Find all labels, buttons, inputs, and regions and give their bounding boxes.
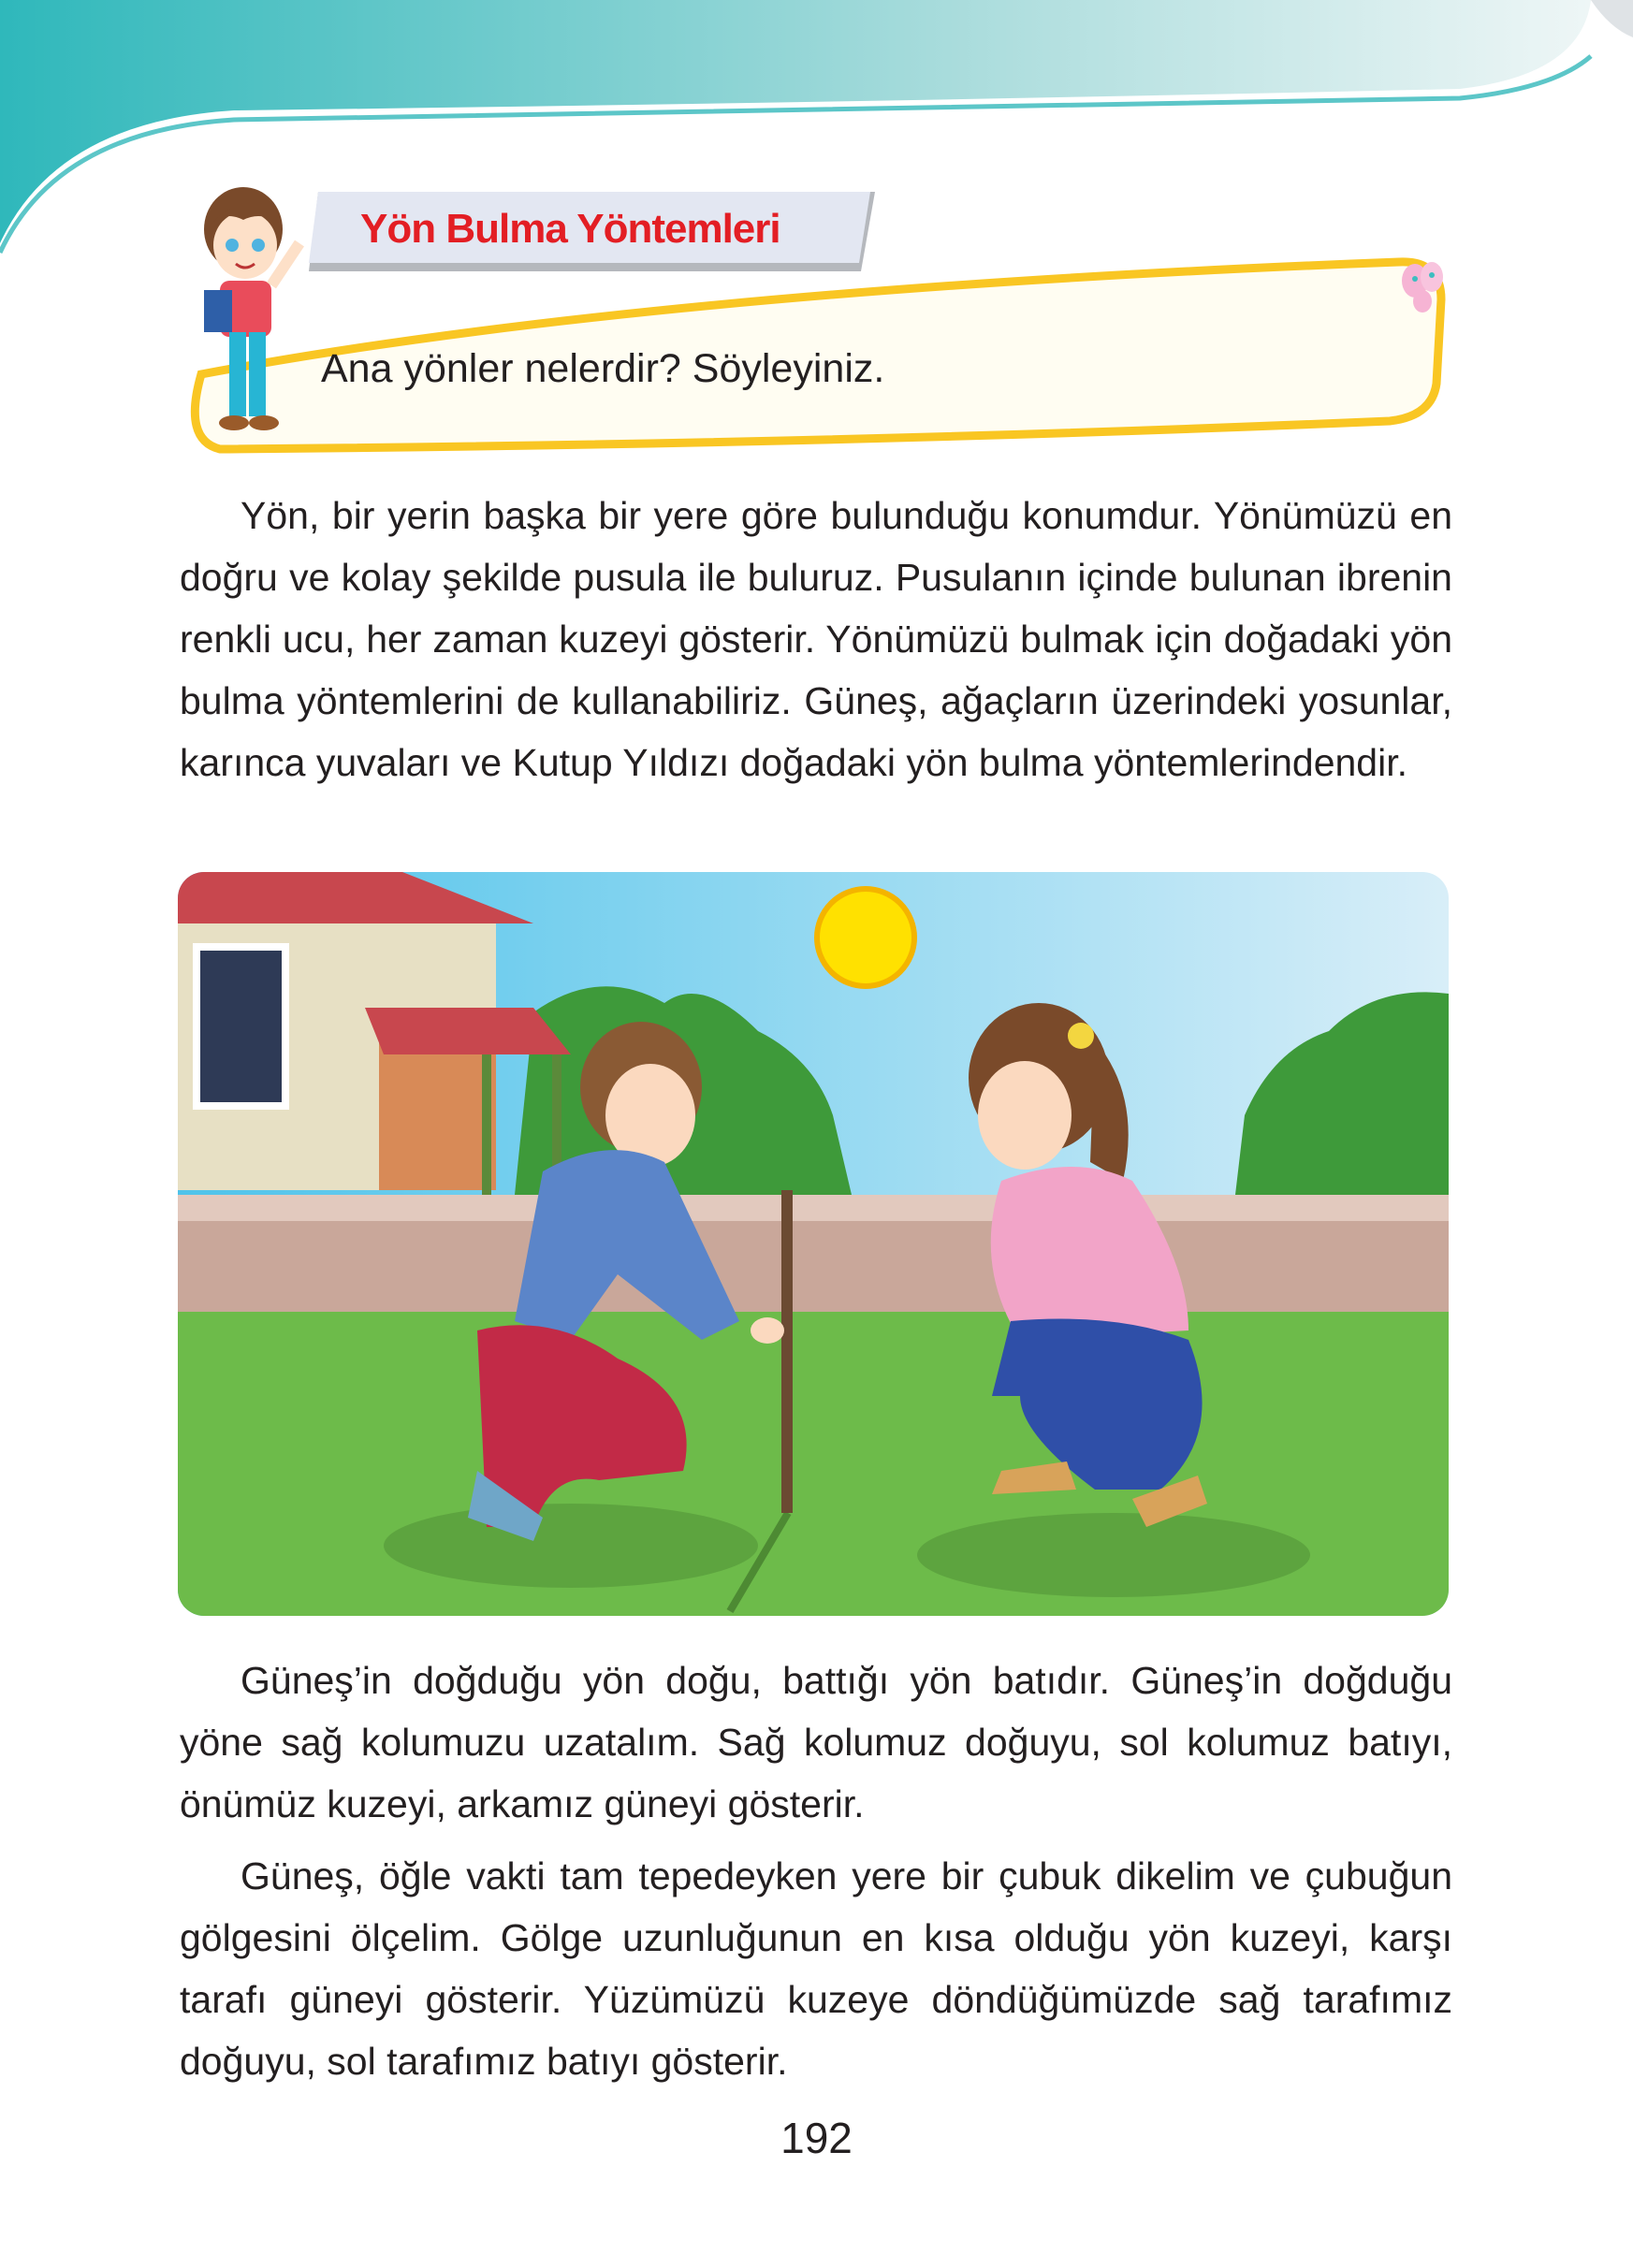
paragraph-3: Güneş, öğle vakti tam tepedeyken yere bir çubuk dikelim ve çubuğun gölgesini ölçelim. Gölge uzunluğunun en kısa olduğu yön kuzeyi, karşı tarafı güneyi gösterir. Yüzümüzü kuzeye döndüğümüzde sağ tarafımız doğuyu, sol tarafımız batıyı gösterir. [180, 1854, 1452, 2083]
stick [781, 1190, 793, 1513]
paragraph-1: Yön, bir yerin başka bir yere göre bulunduğu konumdur. Yönümüzü en doğru ve kolay şekilde pusula ile buluruz. Pusulanın içinde bulunan ibrenin renkli ucu, her zaman kuzeyi gösterir. Yönümüzü bulmak için doğadaki yön bulma yöntemlerini de kullanabiliriz. Güneş, ağaçların üzerindeki yosunlar, karınca yuvaları ve Kutup Yıldızı doğadaki yön bulma yöntemlerindendir. [180, 494, 1452, 784]
question-text: Ana yönler nelerdir? Söyleyiniz. [321, 346, 885, 391]
wall [178, 1195, 1449, 1315]
paragraph-2: Güneş’in doğduğu yön doğu, battığı yön batıdır. Güneş’in doğduğu yöne sağ kolumuzu uzatalım. Sağ kolumuz doğuyu, sol kolumuz batıyı, önümüz kuzeyi, arkamız güneyi gösterir. [180, 1659, 1452, 1825]
sun-icon [817, 889, 914, 986]
page-number: 192 [780, 2114, 853, 2162]
boy-mascot-illustration [187, 178, 328, 435]
children-stick-shadow-illustration [178, 872, 1449, 1616]
section-title: Yön Bulma Yöntemleri [360, 206, 780, 252]
